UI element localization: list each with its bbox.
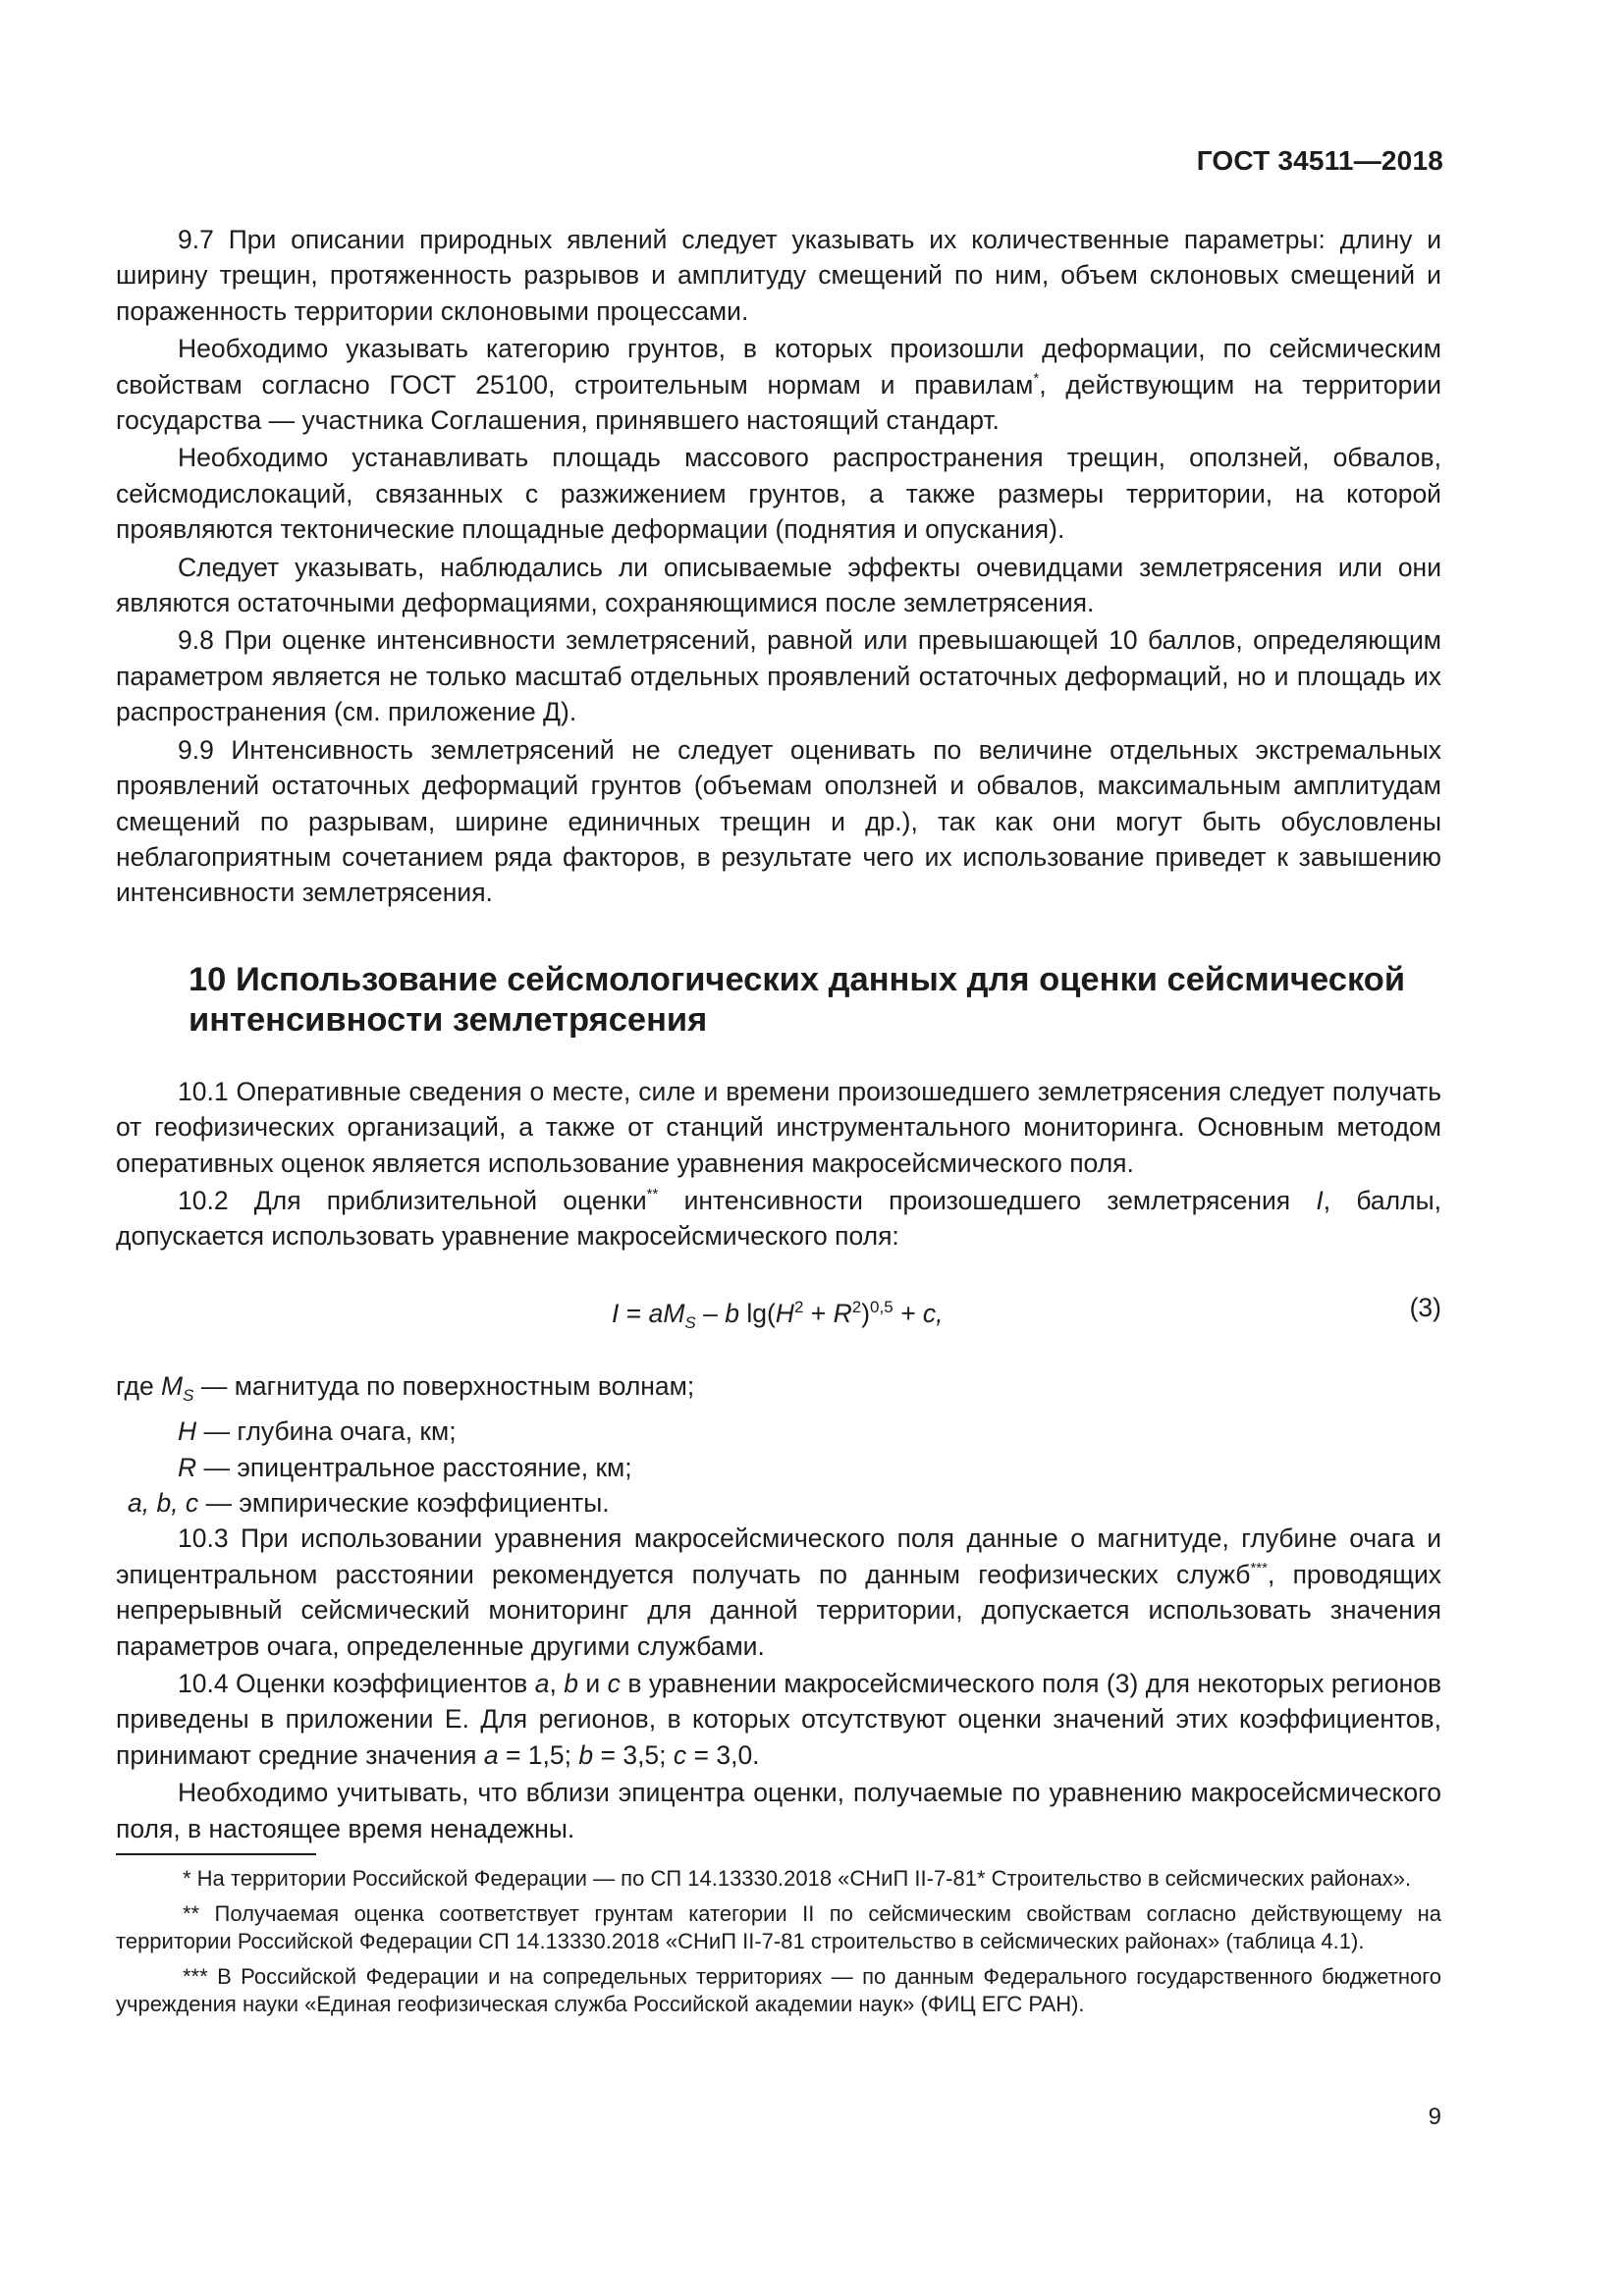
document-header: ГОСТ 34511—2018 xyxy=(1196,145,1443,176)
document-body xyxy=(116,222,1441,1846)
formula-plus: + xyxy=(803,1298,834,1328)
formula-superscript: 2 xyxy=(851,1297,862,1316)
variable-H: H xyxy=(178,1416,197,1447)
clause-10-2-paragraph xyxy=(116,1183,1441,1255)
text-span: интенсивности произошедшего землетрясения xyxy=(658,1185,1317,1215)
formula-superscript: 2 xyxy=(793,1297,804,1316)
clause-10-1-paragraph: 10.1 Оперативные сведения о месте, силе и времени произошедшего землетрясения следует получать от геофизических организаций, а также от станций инструментального мониторинга. Основным методом оперативных оценок является использование уравнения макросейсмического поля. xyxy=(116,1076,1441,1178)
where-line-distance xyxy=(178,1450,1441,1485)
clause-9-7-area-paragraph: Необходимо устанавливать площадь массового распространения трещин, оползней, обвалов, сейсмодислокаций, связанных с разжижением грунтов, а также размеры территории, на которой проявляются тектонические площадные деформации (поднятия и опускания). xyxy=(116,443,1441,545)
formula-R: R xyxy=(833,1298,852,1328)
clause-9-7-soil-paragraph xyxy=(116,331,1441,438)
text-span: где xyxy=(116,1370,162,1401)
footnotes xyxy=(116,1865,1441,2026)
formula-tail: + c, xyxy=(893,1298,944,1328)
text-span: — эмпирические коэффициенты. xyxy=(198,1487,610,1518)
text-span: = 1,5; xyxy=(498,1739,579,1770)
formula-equals: = xyxy=(619,1298,649,1328)
footnote-marker: * xyxy=(1033,369,1040,387)
text-span: в уравнении макросейсмического поля (3) для некоторых регионов приведены в приложении Е. Для регионов, в которых отсутствуют оценки значений этих коэффициентов, принимают средние значения xyxy=(116,1669,1442,1770)
footnote-marker: ** xyxy=(646,1185,659,1202)
formula-lg: lg( xyxy=(738,1298,776,1328)
formula xyxy=(612,1290,944,1341)
variable-R: R xyxy=(178,1452,197,1482)
formula-exponent: 0,5 xyxy=(870,1297,893,1316)
text-span: , xyxy=(549,1669,565,1698)
where-line-depth xyxy=(178,1414,1441,1449)
formula-I: I xyxy=(612,1298,620,1328)
where-line-magnitude xyxy=(116,1368,1441,1414)
formula-aM: aM xyxy=(648,1298,685,1328)
variable-c: c xyxy=(673,1739,687,1770)
footnote-2: ** Получаемая оценка соответствует грунтам категории II по сейсмическим свойствам согласно действующему на территории Российской Федерации СП 14.13330.2018 «СНиП II-7-81 строительство в сейсмических районах» (таблица 4.1). xyxy=(116,1900,1441,1953)
formula-close-paren: ) xyxy=(861,1298,871,1328)
footnote-marker: *** xyxy=(1250,1559,1268,1576)
variable-b: b xyxy=(578,1739,594,1770)
text-span: — эпицентральное расстояние, км; xyxy=(196,1452,632,1482)
section-10-title: 10 Использование сейсмологических данных для оценки сейсмической интенсивности землетрясения xyxy=(189,960,1406,1039)
text-span: , проводящих непрерывный сейсмический мониторинг для данной территории, допускается использовать значения параметров очага, определенные другими службами. xyxy=(116,1559,1441,1661)
formula-minus: – xyxy=(695,1298,726,1328)
text-span: — магнитуда по поверхностным волнам; xyxy=(193,1370,695,1401)
where-line-coefficients xyxy=(128,1485,1441,1521)
text-span: 10.4 Оценки коэффициентов xyxy=(178,1669,535,1698)
formula-subscript-S: S xyxy=(684,1312,696,1332)
formula-H: H xyxy=(775,1298,794,1328)
clause-9-9-paragraph: 9.9 Интенсивность землетрясений не следует оценивать по величине отдельных экстремальных проявлений остаточных деформаций грунтов (объемам оползней и обвалов, максимальным амплитудам смещений по разрывам, ширине единичных трещин и др.), так как они могут быть обусловлены неблагоприятным сочетанием ряда факторов, в результате чего их использование приведет к завышению интенсивности землетрясения. xyxy=(116,734,1441,908)
clause-9-7-paragraph: 9.7 При описании природных явлений следует указывать их количественные параметры: длину и ширину трещин, протяженность разрывов и амплитуду смещений по ним, объем склоновых смещений и пораженность территории склоновыми процессами. xyxy=(116,225,1441,326)
text-span: — глубина очага, км; xyxy=(196,1416,457,1447)
where-block xyxy=(116,1368,1441,1522)
variable-I: I xyxy=(1316,1185,1324,1215)
text-span: 10.2 Для приблизительной оценки xyxy=(178,1185,647,1215)
variable-abc: a, b, c xyxy=(128,1487,199,1518)
variable-c: c xyxy=(607,1669,621,1698)
text-span: = 3,5; xyxy=(593,1739,674,1770)
text-span: 10.3 При использовании уравнения макросейсмического поля данные о магнитуде, глубине очага и эпицентральном расстоянии рекомендуется получать по данным геофизических служб xyxy=(116,1523,1441,1589)
footnote-divider xyxy=(116,1853,316,1855)
page-number: 9 xyxy=(1428,2104,1441,2130)
text-span: , баллы, допускается использовать уравнение макросейсмического поля: xyxy=(116,1185,1442,1252)
clause-9-8-paragraph: 9.8 При оценке интенсивности землетрясений, равной или превышающей 10 баллов, определяющим параметром является не только масштаб отдельных проявлений остаточных деформаций, но и площадь их распространения (см. приложение Д). xyxy=(116,625,1441,727)
clause-10-4-paragraph xyxy=(116,1666,1441,1773)
text-span: Необходимо указывать категорию грунтов, в которых произошли деформации, по сейсмическим свойствам согласно ГОСТ 25100, строительным нормам и правилам xyxy=(116,334,1441,400)
variable-M: M xyxy=(161,1370,184,1401)
variable-a: a xyxy=(483,1739,499,1770)
text-span: и xyxy=(578,1669,608,1698)
clause-9-7-witness-paragraph: Следует указывать, наблюдались ли описываемые эффекты очевидцами землетрясения или они являются остаточными деформациями, сохраняющимися после землетрясения. xyxy=(116,552,1441,618)
text-span: , действующим на территории государства — участника Соглашения, принявшего настоящий стандарт. xyxy=(116,369,1441,436)
formula-b: b xyxy=(725,1298,739,1328)
formula-number: (3) xyxy=(1409,1292,1441,1322)
footnote-1: * На территории Российской Федерации — по СП 14.13330.2018 «СНиП II-7-81* Строительство в сейсмических районах». xyxy=(183,1866,1412,1891)
text-span: = 3,0. xyxy=(686,1739,760,1770)
variable-a: a xyxy=(534,1669,550,1698)
footnote-3: *** В Российской Федерации и на сопредельных территориях — по данным Федерального государственного бюджетного учреждения науки «Единая геофизическая служба Российской академии наук» (ФИЦ ЕГС РАН). xyxy=(116,1963,1441,2016)
clause-10-3-paragraph xyxy=(116,1521,1441,1664)
variable-subscript-S: S xyxy=(183,1385,194,1405)
variable-b: b xyxy=(564,1669,578,1698)
clause-10-4-note-paragraph: Необходимо учитывать, что вблизи эпицентра оценки, получаемые по уравнению макросейсмического поля, в настоящее время ненадежны. xyxy=(116,1778,1441,1843)
formula-row xyxy=(116,1290,1441,1332)
